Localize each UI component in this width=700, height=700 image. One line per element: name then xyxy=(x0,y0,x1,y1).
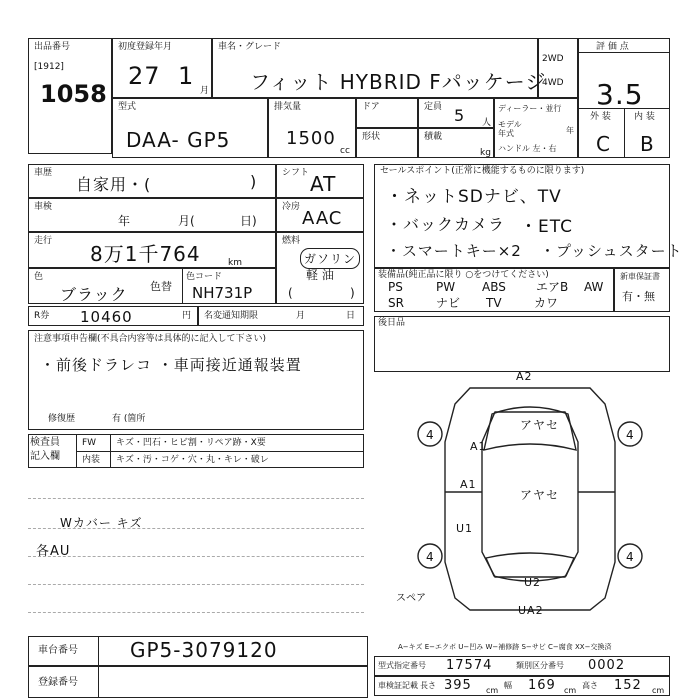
diag-bottom: UA2 xyxy=(518,604,544,617)
model-year-unit: 年 xyxy=(566,126,574,135)
tax-day: 日 xyxy=(346,311,356,321)
warranty-label: 新車保証書 xyxy=(620,272,660,281)
dims-wid-label: 幅 xyxy=(504,681,512,690)
diag-fr: 4 xyxy=(626,428,635,442)
score-value: 3.5 xyxy=(596,78,644,111)
first-reg-year: 27 xyxy=(128,62,161,90)
history-close: ) xyxy=(250,172,258,191)
door-label: ドア xyxy=(362,102,380,112)
class-label: 類別区分番号 xyxy=(516,661,564,670)
first-reg-unit: 月 xyxy=(200,86,210,96)
equip-leather: カワ xyxy=(534,296,559,310)
mileage-label: 走行 xyxy=(34,236,53,246)
fw-label: FW xyxy=(82,438,97,448)
color-change-label: 色替 xyxy=(150,280,172,293)
tax-month: 月 xyxy=(296,311,306,321)
color-code-label: 色コード xyxy=(186,272,223,282)
car-name-label: 車名・グレード xyxy=(218,42,282,52)
model-year-label: モデル 年式 xyxy=(498,120,522,138)
equip-tv: TV xyxy=(486,296,502,310)
recycle-label: R券 xyxy=(34,311,50,321)
shaken-box xyxy=(28,198,276,232)
first-reg-label: 初度登録年月 xyxy=(118,42,173,52)
shaken-day: 日) xyxy=(240,214,257,228)
history-value: 自家用・( xyxy=(76,175,152,194)
class-value: 0002 xyxy=(588,658,626,673)
fuel-label: 燃料 xyxy=(282,236,301,246)
registration-box xyxy=(28,666,368,698)
dims-hei-label: 高さ xyxy=(582,681,598,690)
diag-roof: アヤセ xyxy=(520,488,560,502)
dims-hei-unit: cm xyxy=(652,686,665,695)
mileage-unit: km xyxy=(228,258,242,268)
diag-hood: アヤセ xyxy=(520,418,560,432)
int-items: キズ・汚・コゲ・穴・丸・キレ・破レ xyxy=(116,455,269,465)
color-code: NH731P xyxy=(192,284,253,302)
dealer-label: ディーラー・並行 xyxy=(498,104,562,113)
car-name-value: フィット HYBRID Fパッケージ xyxy=(250,70,547,94)
equip-pw: PW xyxy=(436,280,456,294)
lot-number: 1058 xyxy=(40,80,107,108)
equip-aw: AW xyxy=(584,280,604,294)
interior-grade: B xyxy=(640,132,655,156)
model-value: DAA- GP5 xyxy=(126,128,231,152)
equip-sr: SR xyxy=(388,296,404,310)
lot-label: 出品番号 xyxy=(34,42,71,52)
color-value: ブラック xyxy=(60,285,128,304)
drive-box xyxy=(538,38,578,98)
fuel-paren-close: ) xyxy=(350,286,355,300)
interior-label: 内 装 xyxy=(634,112,655,122)
equip-ps: PS xyxy=(388,280,403,294)
first-reg-month: 1 xyxy=(178,62,195,90)
load-unit: kg xyxy=(480,148,491,158)
capacity-value: 5 xyxy=(454,106,466,125)
lot-session: [1912] xyxy=(34,62,64,72)
diag-trunk: U2 xyxy=(524,576,542,589)
notes-box xyxy=(28,330,364,430)
diag-spare: スペア xyxy=(396,593,426,604)
color-label: 色 xyxy=(34,272,44,282)
sales-points-label: セールスポイント(正常に機能するものに限ります) xyxy=(380,166,585,176)
chassis-value: GP5-3079120 xyxy=(130,638,278,662)
capacity-label: 定員 xyxy=(424,102,443,112)
fw-items: キズ・凹石・ヒビ割・リペア跡・X要 xyxy=(116,438,266,448)
equip-navi: ナビ xyxy=(436,296,461,310)
drive-2wd: 2WD xyxy=(542,54,564,64)
dims-wid-unit: cm xyxy=(564,686,577,695)
capacity-unit: 人 xyxy=(482,118,492,128)
equip-airbag: エアB xyxy=(536,280,569,294)
notes-value: ・前後ドラレコ ・車両接近通報装置 xyxy=(40,356,302,374)
displacement-label: 排気量 xyxy=(274,102,302,112)
dims-wid: 169 xyxy=(528,678,556,693)
history-label: 車歴 xyxy=(34,168,53,178)
sales-point-2: ・バックカメラ xyxy=(386,215,506,234)
dims-len-label: 長さ xyxy=(420,681,436,690)
repair-value: 有 (箇所 xyxy=(112,414,146,424)
score-label: 評 価 点 xyxy=(596,42,629,52)
tax-label: 名変通知期限 xyxy=(204,311,259,321)
repair-label: 修復歴 xyxy=(48,414,76,424)
load-label: 積載 xyxy=(424,132,443,142)
diag-door-l1: A1 xyxy=(460,478,477,491)
recycle-value: 10460 xyxy=(80,308,133,326)
sales-point-3: ・ETC xyxy=(520,217,573,237)
fuel-diesel: 軽 油 xyxy=(306,268,334,282)
dims-len-unit: cm xyxy=(486,686,499,695)
diag-top: A2 xyxy=(516,370,533,383)
shaken-month: 月( xyxy=(178,214,195,228)
shaken-label: 車検 xyxy=(34,202,53,212)
shaken-year: 年 xyxy=(118,214,131,228)
history-box xyxy=(28,164,276,198)
handle-label: ハンドル 左・右 xyxy=(498,144,557,153)
damage-legend: A−キズ E−エクボ U−凹み W−補修跡 S−サビ C−腐食 XX−交換済 xyxy=(398,643,612,651)
model-label: 型式 xyxy=(118,102,137,112)
mileage-value: 8万1千764 xyxy=(90,242,201,266)
notes-label: 注意事項申告欄(不具合内容等は具体的に記入して下さい) xyxy=(34,334,267,344)
shape-label: 形状 xyxy=(362,132,381,142)
exterior-grade: C xyxy=(596,132,611,156)
dims-hei: 152 xyxy=(614,678,642,693)
aircon-value: AAC xyxy=(302,208,343,229)
diag-rl: 4 xyxy=(426,550,435,564)
dims-len: 395 xyxy=(444,678,472,693)
rear-seat-label: 後日品 xyxy=(378,318,406,328)
recycle-unit: 円 xyxy=(182,311,192,321)
equip-abs: ABS xyxy=(482,280,506,294)
shift-value: AT xyxy=(310,172,337,196)
dims-label: 車検証記載 xyxy=(378,681,418,690)
int-label: 内装 xyxy=(82,455,101,465)
diag-windshield: A1 xyxy=(470,440,487,453)
rear-seat-box xyxy=(374,316,670,372)
sales-point-4: ・スマートキー×2 xyxy=(386,242,522,260)
exterior-label: 外 装 xyxy=(590,112,611,122)
remarks-line-1: Wカバー キズ xyxy=(60,516,143,530)
type-cert-label: 型式指定番号 xyxy=(378,661,426,670)
displacement-unit: cc xyxy=(340,146,350,156)
registration-label: 登録番号 xyxy=(38,677,78,688)
displacement-value: 1500 xyxy=(286,128,336,149)
inspector-label-2: 記入欄 xyxy=(30,451,60,462)
type-cert-value: 17574 xyxy=(446,658,493,673)
chassis-label: 車台番号 xyxy=(38,645,78,656)
warranty-value: 有・無 xyxy=(622,290,655,303)
shift-label: シフト xyxy=(282,168,310,178)
drive-4wd: 4WD xyxy=(542,78,564,88)
fuel-paren-open: ( xyxy=(288,286,293,300)
remarks-line-2: 各AU xyxy=(36,544,71,559)
sales-point-1: ・ネットSDナビ、TV xyxy=(386,187,562,207)
fuel-gasoline: ガソリン xyxy=(300,248,360,269)
inspector-label-1: 検査員 xyxy=(30,437,60,448)
sales-point-5: ・プッシュスタート xyxy=(540,242,683,260)
diag-door-l2: U1 xyxy=(456,522,474,535)
diag-rr: 4 xyxy=(626,550,635,564)
equipment-label: 装備品(純正品に限り ○をつけてください) xyxy=(378,270,549,280)
aircon-label: 冷房 xyxy=(282,202,301,212)
diag-fl: 4 xyxy=(426,428,435,442)
